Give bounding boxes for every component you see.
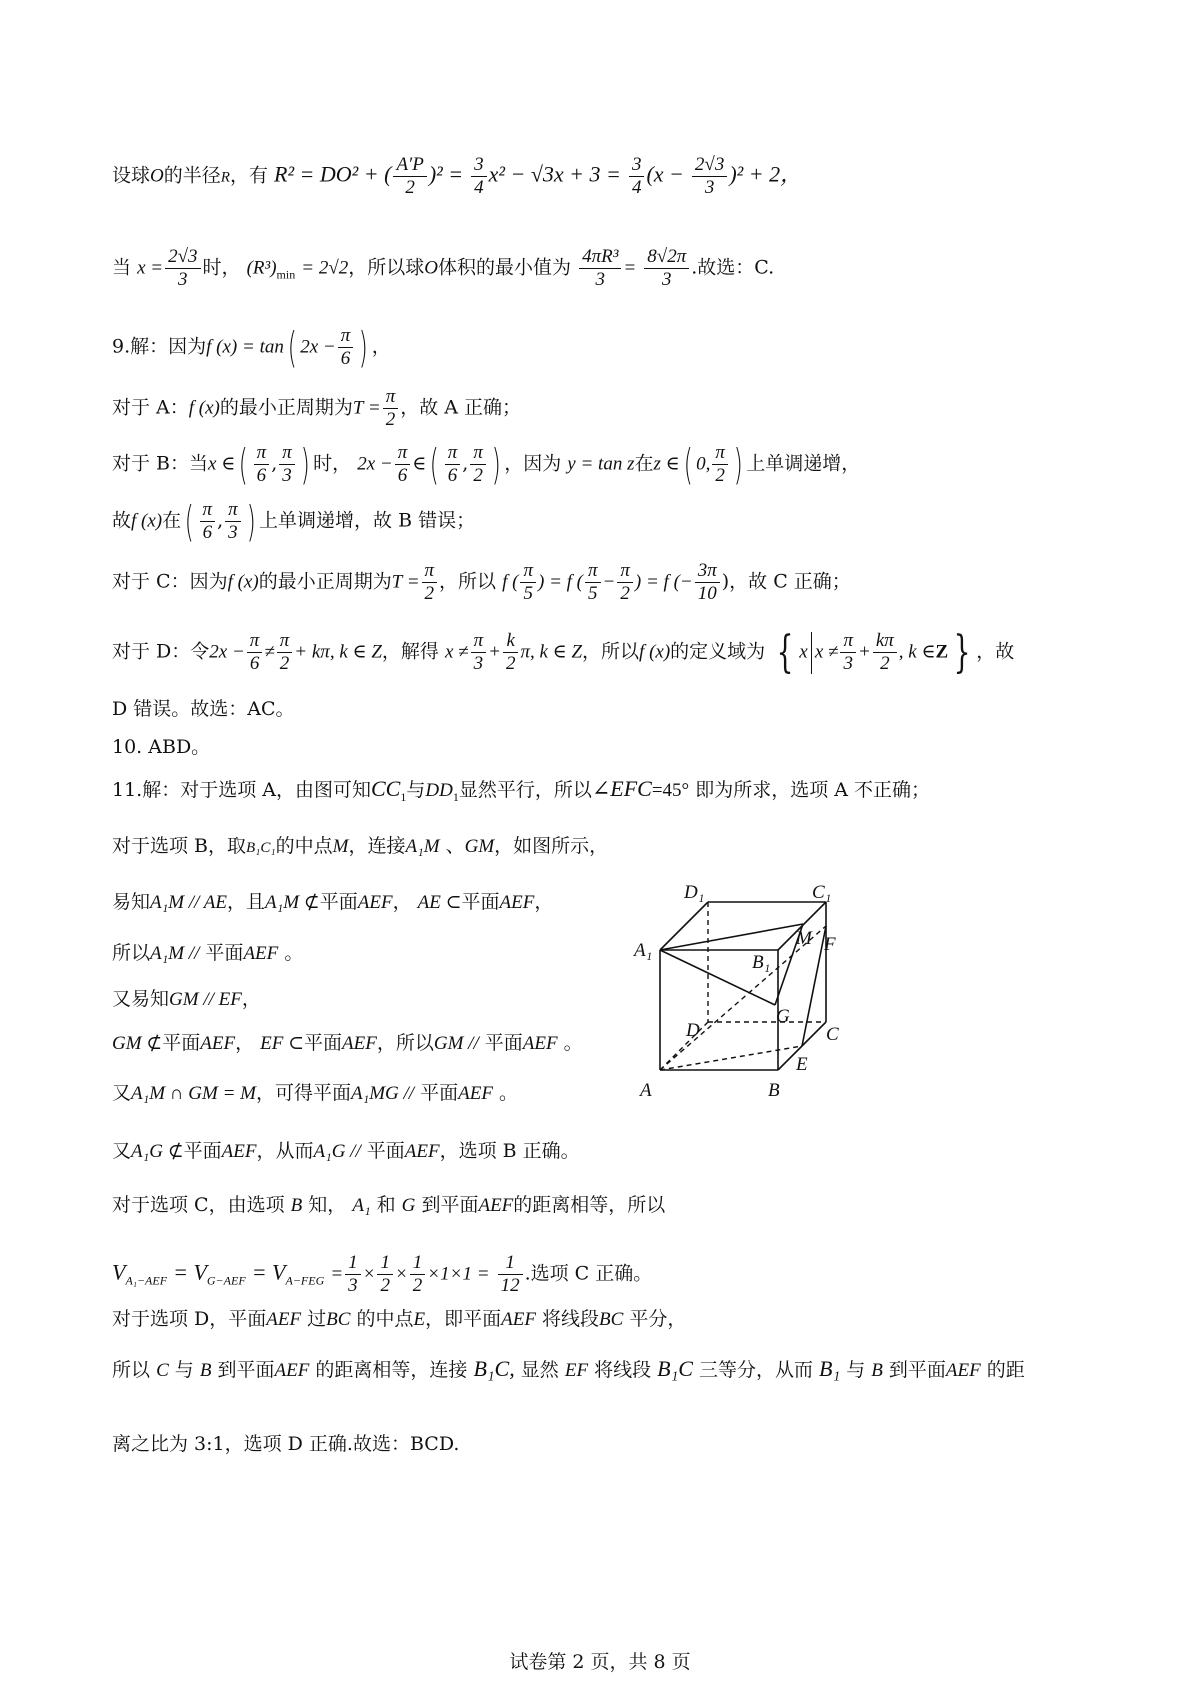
line-q11-d-2: 所以 C 与 B 到平面AEF 的距离相等，连接 B₁C, 显然 EF 将线段 B₁C 三等分，从而 B₁ 与 B 到平面AEF 的距: [112, 1356, 1025, 1381]
text: 对于 B：当: [112, 452, 209, 475]
line-q9-intro: [112, 322, 391, 372]
math: )² =: [428, 161, 464, 187]
text: .故选：C.: [691, 256, 775, 279]
text: 9.解：因为: [112, 335, 207, 358]
fraction: $\frac{\pi}{2}$: [383, 386, 399, 431]
math: (x −: [646, 161, 684, 187]
math: =: [623, 257, 637, 279]
subscript: min: [276, 267, 296, 282]
fraction: $\frac{A'P}{2}$: [393, 154, 426, 199]
label-B1: B₁: [752, 952, 771, 973]
label-E: E: [796, 1054, 808, 1075]
line-q9-answer: D 错误。故选：AC。: [112, 698, 295, 720]
line-q9-d: 对于 D：令2x − $\frac{\pi}{6}$ ≠ $\frac{\pi}{2}$ + kπ, k ∈ Z，解得 x ≠ $\frac{\pi}{3}$ + $\frac{k}{2}$ π, k ∈ Z，所以f (x)的定义域为 { x x ≠ $\frac{\pi}{3}$ + $\frac{k\pi}{2}$ , k ∈Z } ，故: [112, 626, 1015, 678]
math: 2x −: [357, 453, 393, 475]
label-D: D: [686, 1020, 700, 1041]
label-A1: A₁: [634, 940, 653, 961]
math: 2x −: [300, 336, 336, 358]
math: R: [220, 169, 230, 186]
math: f (x) = tan: [206, 336, 284, 358]
line-q11-b-7: 又A₁G ⊄平面AEF，从而A₁G // 平面AEF，选项 B 正确。: [112, 1140, 580, 1162]
text: 当: [112, 256, 132, 279]
label-C1: C₁: [812, 882, 832, 903]
text: 设球: [112, 164, 151, 187]
line-q11-d: 对于选项 D，平面AEF 过BC 的中点E，即平面AEF 将线段BC 平分，: [112, 1308, 687, 1330]
paren: ): [358, 322, 368, 372]
label-B: B: [768, 1080, 780, 1101]
math: (R³): [246, 257, 277, 279]
text: 的最小正周期为: [219, 396, 353, 419]
text: 体积的最小值为: [438, 256, 572, 279]
math: R² = DO² + (: [274, 161, 392, 187]
line-q11-b-3: 所以A₁M // 平面AEF 。: [112, 942, 304, 964]
label-M: M: [796, 928, 812, 949]
text: 时，: [202, 256, 241, 279]
line-q11-d-3: 离之比为 3:1，选项 D 正确.故选：BCD.: [112, 1433, 460, 1455]
math: O: [424, 257, 439, 279]
line-q11-b-2: 易知A₁M // AE，且A₁M ⊄平面AEF， AE ⊂平面AEF，: [112, 891, 554, 913]
text: ，有: [229, 164, 268, 187]
fraction: $\frac{8√2\pi}{3}$: [644, 246, 689, 291]
label-C: C: [826, 1024, 839, 1045]
text: ，故 A 正确；: [400, 396, 522, 419]
line-q11-c-volume: $V_{A_1-AEF} = V_{G-AEF} = V_{A-FEG}$ = $\frac{1}{3}$ × $\frac{1}{2}$ × $\frac{1}{2}$ ×1×1 = $\frac{1}{12}$ .选项 C 正确。: [112, 1252, 653, 1296]
text: 的半径: [163, 164, 221, 187]
label-G: G: [776, 1006, 790, 1027]
edge-AD: [660, 1022, 708, 1070]
math: T =: [352, 397, 381, 419]
label-D1: D₁: [684, 882, 705, 903]
fraction: $\frac{3}{4}$: [629, 154, 645, 199]
text: 时，: [313, 452, 352, 475]
fraction: $\frac{3}{4}$: [471, 154, 487, 199]
fraction: $\frac{2√3}{3}$: [165, 246, 200, 291]
fraction: $\frac{\pi}{6}$: [338, 325, 354, 370]
line-q11-c: 对于选项 C，由选项 B 知， A₁ 和 G 到平面AEF的距离相等，所以: [112, 1194, 666, 1216]
label-F: F: [824, 934, 836, 955]
fraction: $\frac{2√3}{3}$: [692, 154, 727, 199]
math: x ∈: [208, 453, 236, 475]
text: 对于 A：: [112, 396, 189, 419]
paren: (: [287, 322, 297, 372]
math: x² − √3x + 3 =: [488, 161, 621, 187]
math: = 2√2: [301, 257, 349, 279]
page-footer: 试卷第 2 页，共 8 页: [509, 1651, 691, 1673]
line-q9-a: [112, 386, 521, 431]
line-min-volume: [112, 246, 774, 291]
text: ，所以球: [348, 256, 425, 279]
set-bar: [811, 632, 812, 674]
text: ，: [371, 335, 391, 358]
line-q9-b: 对于 B：当x ∈( $\frac{\pi}{6}$ , $\frac{\pi}{3}$ ) 时， 2x − $\frac{\pi}{6}$ ∈( $\frac{\pi}{6}$ , $\frac{\pi}{2}$ ) ，因为 y = tan z在z ∈( 0, $\frac{\pi}{2}$ ) 上单调递增，: [112, 439, 861, 489]
line-q10-answer: 10. ABD。: [112, 736, 211, 758]
math: x =: [137, 257, 164, 279]
line-q11-b-6: 又A₁M ∩ GM = M，可得平面A₁MG // 平面AEF 。: [112, 1082, 519, 1104]
line-q11-b-4: 又易知GM // EF，: [112, 988, 261, 1010]
math: f (x): [188, 397, 220, 419]
label-A: A: [640, 1080, 652, 1101]
line-q11-b-5: GM ⊄平面AEF， EF ⊂平面AEF，所以GM // 平面AEF 。: [112, 1032, 583, 1054]
line-sphere-radius: [112, 154, 802, 199]
line-q9-c: 对于 C：因为f (x)的最小正周期为T = $\frac{\pi}{2}$ ，所以 f ( $\frac{\pi}{5}$ ) = f ( $\frac{\pi}{5}$ − $\frac{\pi}{2}$ ) = f (− $\frac{3\pi}{10}$ )，故 C 正确；: [112, 560, 851, 604]
line-q11-a: 11.解：对于选项 A，由图可知$CC_1$与$DD_1$显然平行，所以∠EFC=45° 即为所求，选项 A 不正确；: [112, 776, 930, 804]
fraction: $\frac{\text{4πR³}}{3}$: [579, 246, 621, 291]
math: )² + 2，: [729, 161, 803, 187]
cube-diagram: [634, 882, 930, 1122]
cube-figure: [634, 882, 930, 1122]
line-q11-b: 对于选项 B，取B₁C₁的中点M，连接A₁M 、GM，如图所示，: [112, 835, 609, 857]
line-q9-b-concl: 故f (x)在( $\frac{\pi}{6}$ , $\frac{\pi}{3}$ ) 上单调递增，故 B 错误；: [112, 496, 476, 546]
math: O: [150, 165, 164, 187]
